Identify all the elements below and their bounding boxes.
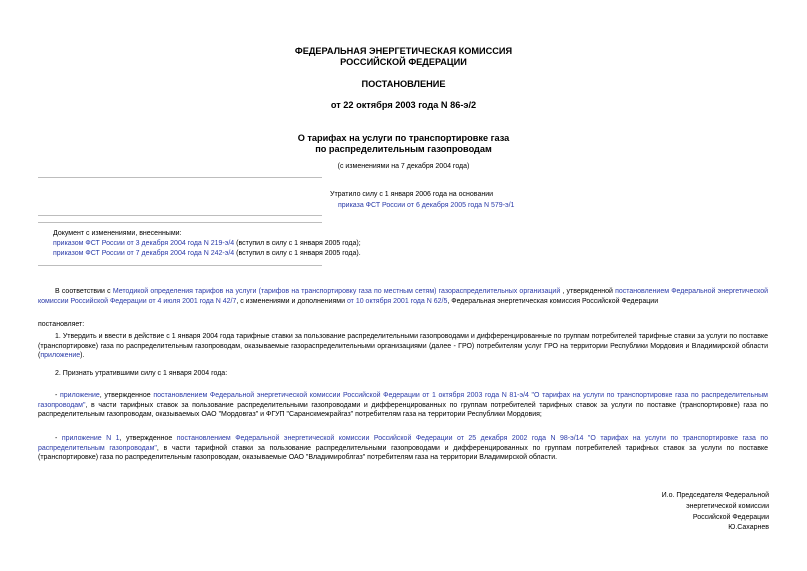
signature-line: Российской Федерации bbox=[692, 513, 769, 521]
changes-item bbox=[53, 249, 361, 259]
doc-title-line1: О тарифах на услуги по транспортировке газа bbox=[297, 133, 510, 143]
divider bbox=[38, 215, 322, 216]
amendment-note: (с изменениями на 7 декабря 2004 года) bbox=[337, 163, 470, 170]
item-2: 2. Признать утратившими силу с 1 января 2004 года: bbox=[55, 370, 228, 377]
appendix-link[interactable]: приложение bbox=[59, 392, 100, 399]
changes-heading: Документ с изменениями, внесенными: bbox=[53, 230, 182, 237]
doc-type: ПОСТАНОВЛЕНИЕ bbox=[361, 79, 446, 89]
doc-date-number: от 22 октября 2003 года N 86-э/2 bbox=[330, 100, 477, 110]
changes-item-link[interactable]: приказом ФСТ России от 7 декабря 2004 года N 242-э/4 bbox=[53, 250, 235, 257]
signature-line: энергетической комиссии bbox=[686, 502, 769, 510]
signatory-name: Ю.Сахарнев bbox=[728, 524, 769, 532]
status-text: Утратило силу с 1 января 2006 года на основании bbox=[330, 191, 494, 198]
item-1: 1. Утвердить и ввести в действие с 1 января 2004 года тарифные ставки за пользование распределительными газопроводами и дифференцированные по группам потребителей тарифные ставки за услуги по поставке (транспортировке) газа по распределительным газопроводам, оказываемые газораспределительными организациями (далее - ГРО) потребителям услуг ГРО на территории Республики Мордовия и Владимирской области (приложение). bbox=[38, 333, 768, 360]
decree-word: постановляет: bbox=[38, 321, 85, 328]
divider bbox=[38, 265, 322, 266]
signature-line: И.о. Председателя Федеральной bbox=[661, 492, 769, 499]
item-2-sub-2: - приложение N 1, утвержденное постановлением Федеральной энергетической комиссии Российской Федерации от 25 декабря 2002 года N 98-э/14 "О тарифах на услуги по транспортировке газа по распределительным газопроводам", в части тарифной ставки за пользование распределительными газопроводами и дифференцированных по группам потребителей тарифных ставок за услуги по поставке (транспортировке) газа по распределительным газопроводам, оказываемые ОАО "Владимироблгаз" потребителям газа на территории Владимирской области. bbox=[38, 435, 769, 462]
item-2-sub-1: - приложение, утвержденное постановлением Федеральной энергетической комиссии Российской Федерации от 1 октября 2003 года N 81-э/4 "О тарифах на услуги по транспортировке газа по распределительным газопроводам", в части тарифных ставок за пользование распределительными газопроводами и дифференцированных по группам потребителей тарифных ставок за услуги по поставке (транспортировке) газа по распределительным газопроводам, оказываемых ОАО "Мордовгаз" и ФГУП "Саранскмежрайгаз" потребителям газа на территории Республики Мордовия; bbox=[38, 392, 768, 419]
org-name-line2: РОССИЙСКОЙ ФЕДЕРАЦИИ bbox=[340, 57, 467, 67]
appendix-link[interactable]: приложение bbox=[40, 352, 81, 360]
changes-item-note: (вступил в силу с 1 января 2005 года); bbox=[234, 240, 361, 247]
resolution-link[interactable]: постановлением Федеральной энергетической комиссии Российской Федерации от 25 декабря 2002 года N 98-э/14 "О тарифах на услуги по транспортировке газа по распределительным газопроводам" bbox=[38, 435, 769, 452]
amendment-link[interactable]: от 10 октября 2001 года N 62/5 bbox=[346, 297, 448, 305]
status-link[interactable]: приказа ФСТ России от 6 декабря 2005 года N 579-э/1 bbox=[338, 202, 515, 209]
org-name-line1: ФЕДЕРАЛЬНАЯ ЭНЕРГЕТИЧЕСКАЯ КОМИССИЯ bbox=[294, 46, 513, 56]
changes-item-note: (вступил в силу с 1 января 2005 года). bbox=[234, 250, 361, 257]
divider bbox=[38, 177, 322, 178]
methodology-link[interactable]: Методикой определения тарифов на услуги (тарифов на транспортировку газа по местным сетям) газораспределительных организаций bbox=[112, 288, 561, 295]
divider bbox=[38, 222, 322, 223]
changes-item-link[interactable]: приказом ФСТ России от 3 декабря 2004 года N 219-э/4 bbox=[53, 240, 235, 247]
intro-paragraph: В соответствии с Методикой определения тарифов на услуги (тарифов на транспортировку газа по местным сетям) газораспределительных организаций , утвержденной постановлением Федеральной энергетической комиссии Российской Федерации от 4 июля 2001 года N 42/7, с изменениями и дополнениями от 10 октября 2001 года N 62/5, Федеральная энергетическая комиссия Российской Федерации bbox=[38, 288, 769, 305]
doc-title-line2: по распределительным газопроводам bbox=[315, 144, 492, 154]
signature-block bbox=[662, 491, 769, 534]
appendix-link[interactable]: приложение N 1 bbox=[61, 435, 120, 442]
resolution-link[interactable]: постановлением Федеральной энергетической комиссии Российской Федерации от 4 июля 2001 года N 42/7 bbox=[38, 288, 769, 305]
resolution-link[interactable]: постановлением Федеральной энергетической комиссии Российской Федерации от 1 октября 2003 года N 81-э/4 "О тарифах на услуги по транспортировке газа по распределительным газопроводам" bbox=[38, 392, 768, 409]
changes-item bbox=[53, 239, 361, 249]
